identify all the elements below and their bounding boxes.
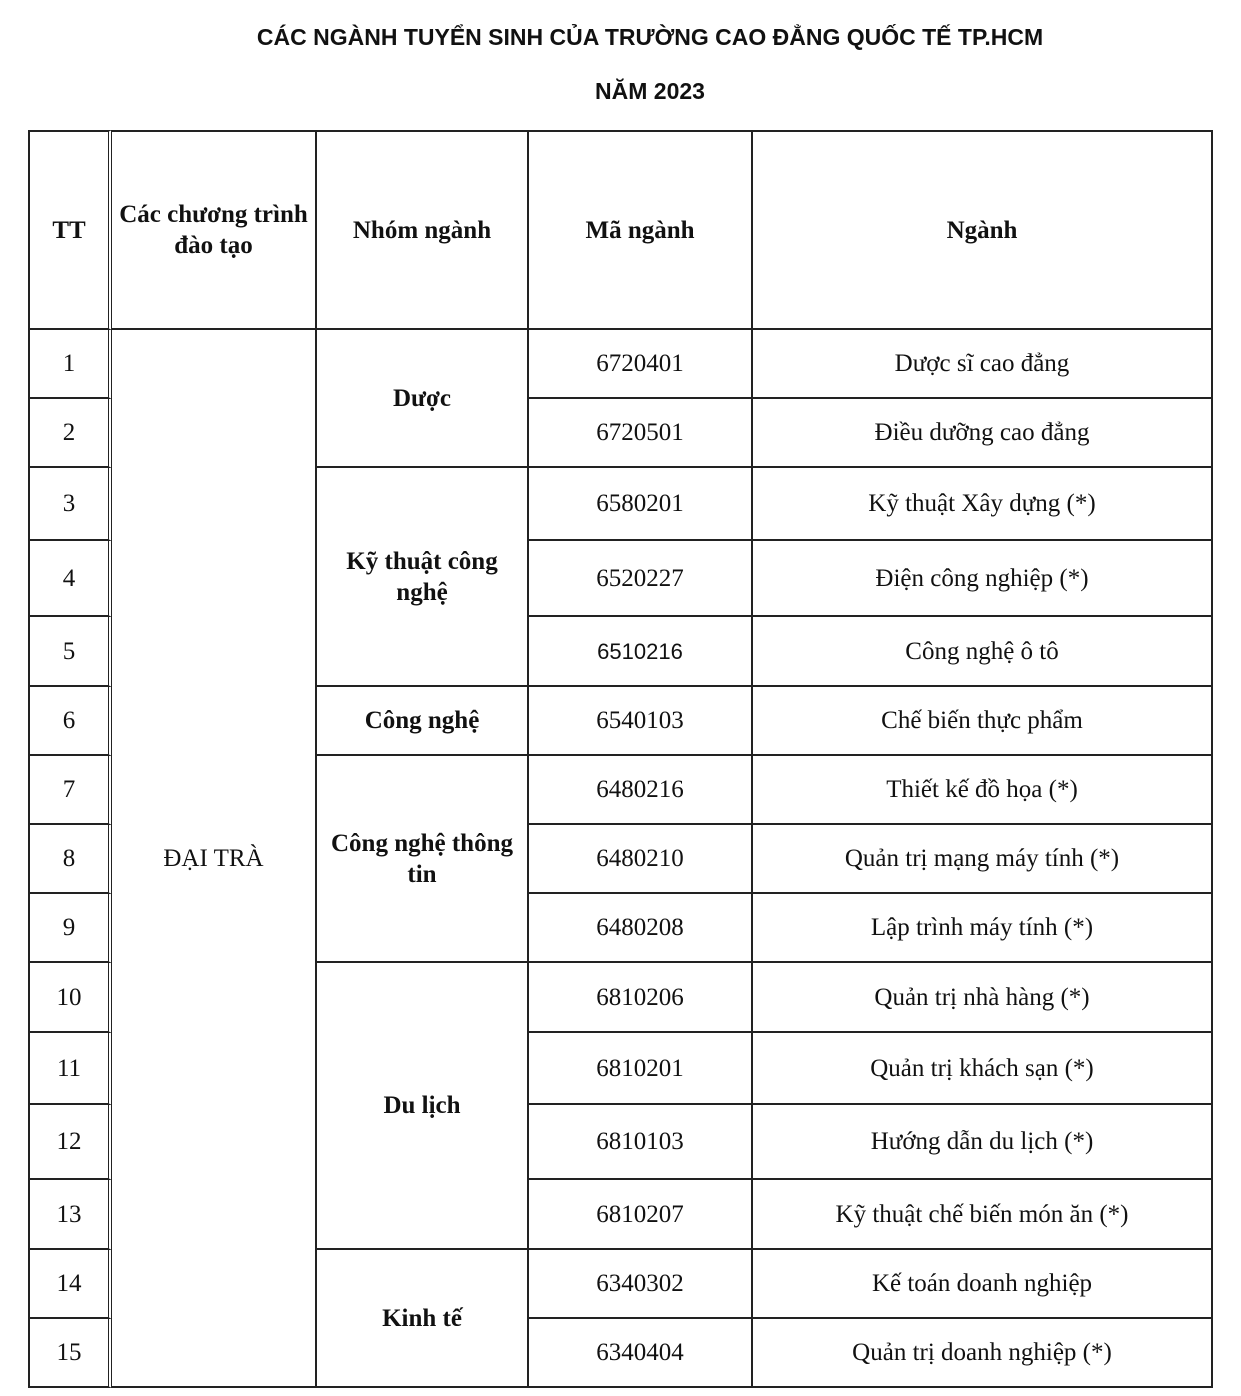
row-major: Quản trị khách sạn (*) [753, 1033, 1213, 1105]
table-row [28, 330, 1213, 399]
row-code: 6810103 [529, 1105, 753, 1180]
group-ky-thuat-cong-nghe: Kỹ thuật công nghệ [317, 468, 529, 687]
row-tt: 4 [28, 541, 112, 617]
row-tt: 1 [28, 330, 112, 399]
row-major: Điều dưỡng cao đẳng [753, 399, 1213, 468]
row-code: 6810206 [529, 963, 753, 1033]
document-year: NĂM 2023 [595, 78, 705, 104]
row-tt: 13 [28, 1180, 112, 1250]
header-tt: TT [28, 130, 112, 330]
header-major: Ngành [753, 130, 1213, 330]
group-duoc: Dược [317, 330, 529, 468]
row-code: 6480210 [529, 825, 753, 894]
row-major: Dược sĩ cao đẳng [753, 330, 1213, 399]
row-code: 6340404 [529, 1319, 753, 1388]
row-major: Điện công nghiệp (*) [753, 541, 1213, 617]
header-group: Nhóm ngành [317, 130, 529, 330]
group-du-lich: Du lịch [317, 963, 529, 1250]
document-title: CÁC NGÀNH TUYỂN SINH CỦA TRƯỜNG CAO ĐẲNG QUỐC TẾ TP.HCM [256, 24, 1044, 50]
row-major: Công nghệ ô tô [753, 617, 1213, 687]
row-tt: 5 [28, 617, 112, 687]
row-major: Quản trị mạng máy tính (*) [753, 825, 1213, 894]
row-major: Kỹ thuật Xây dựng (*) [753, 468, 1213, 541]
row-major: Quản trị nhà hàng (*) [753, 963, 1213, 1033]
header-program: Các chương trình đào tạo [112, 130, 317, 330]
row-tt: 7 [28, 756, 112, 825]
row-tt: 11 [28, 1033, 112, 1105]
row-major: Hướng dẫn du lịch (*) [753, 1105, 1213, 1180]
row-code: 6510216 [529, 617, 753, 687]
group-cong-nghe: Công nghệ [317, 687, 529, 756]
row-code: 6480208 [529, 894, 753, 963]
group-cong-nghe-thong-tin: Công nghệ thông tin [317, 756, 529, 963]
row-code: 6520227 [529, 541, 753, 617]
row-code: 6580201 [529, 468, 753, 541]
row-major: Quản trị doanh nghiệp (*) [753, 1319, 1213, 1388]
row-tt: 10 [28, 963, 112, 1033]
header-code: Mã ngành [529, 130, 753, 330]
row-major: Kế toán doanh nghiệp [753, 1250, 1213, 1319]
table-header-row [28, 130, 1213, 330]
row-tt: 9 [28, 894, 112, 963]
row-major: Lập trình máy tính (*) [753, 894, 1213, 963]
group-kinh-te: Kinh tế [317, 1250, 529, 1388]
row-code: 6810207 [529, 1180, 753, 1250]
row-tt: 3 [28, 468, 112, 541]
row-tt: 15 [28, 1319, 112, 1388]
majors-table [28, 130, 1213, 1388]
row-tt: 14 [28, 1250, 112, 1319]
row-major: Thiết kế đồ họa (*) [753, 756, 1213, 825]
row-tt: 2 [28, 399, 112, 468]
row-code: 6720501 [529, 399, 753, 468]
row-major: Kỹ thuật chế biến món ăn (*) [753, 1180, 1213, 1250]
row-code: 6540103 [529, 687, 753, 756]
program-cell: ĐẠI TRÀ [112, 330, 317, 1388]
row-tt: 12 [28, 1105, 112, 1180]
row-code: 6810201 [529, 1033, 753, 1105]
row-code: 6340302 [529, 1250, 753, 1319]
row-code: 6720401 [529, 330, 753, 399]
row-code: 6480216 [529, 756, 753, 825]
row-tt: 6 [28, 687, 112, 756]
row-major: Chế biến thực phẩm [753, 687, 1213, 756]
row-tt: 8 [28, 825, 112, 894]
